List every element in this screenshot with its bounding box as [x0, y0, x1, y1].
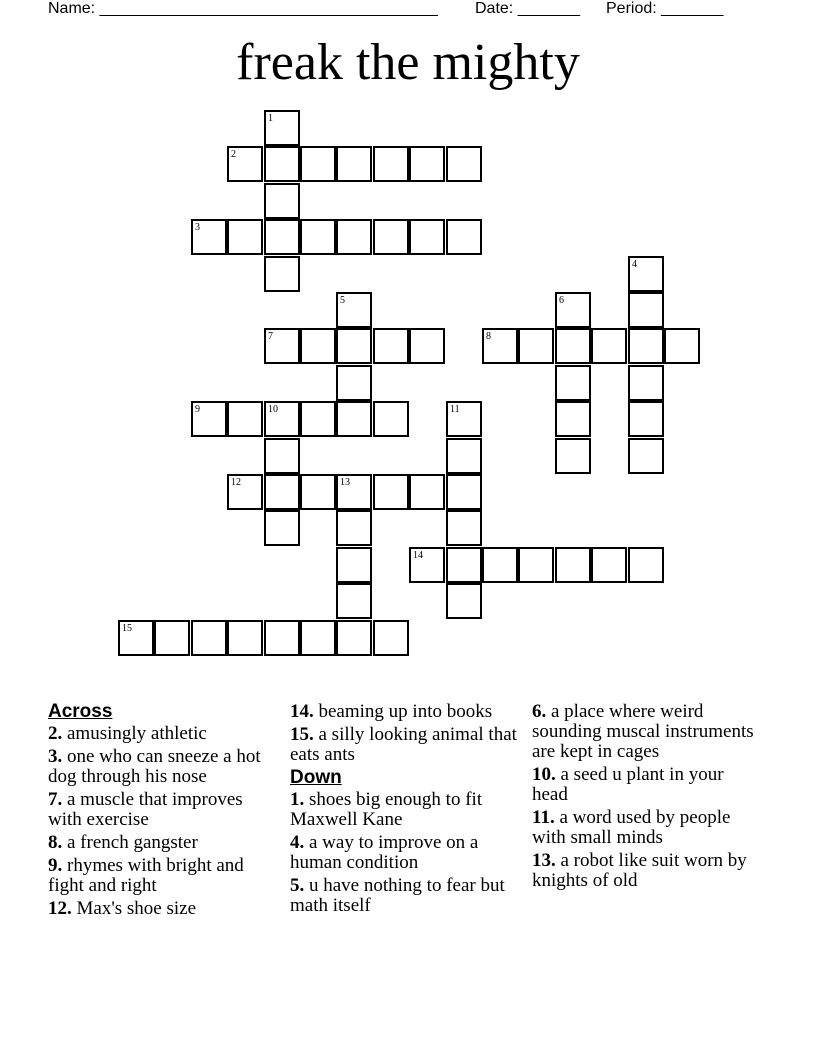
clue-number-label: 5	[340, 295, 345, 306]
crossword-cell[interactable]	[555, 547, 591, 583]
across-heading: Across	[48, 701, 113, 722]
clue-number-label: 4	[632, 259, 637, 270]
crossword-cell[interactable]	[409, 219, 445, 255]
clue-down-11: 11. a word used by people with small minds	[532, 807, 731, 848]
crossword-cell[interactable]	[264, 219, 300, 255]
crossword-cell[interactable]	[628, 401, 664, 437]
crossword-cell[interactable]	[264, 474, 300, 510]
crossword-cell[interactable]	[628, 256, 664, 292]
clues-column-3	[532, 702, 764, 894]
clue-across-8: 8. a french gangster	[48, 832, 198, 853]
crossword-cell[interactable]	[446, 401, 482, 437]
crossword-cell[interactable]	[336, 620, 372, 656]
clue-down-13: 13. a robot like suit worn by knights of old	[532, 850, 747, 891]
clue-down-4: 4. a way to improve on a human condition	[290, 832, 479, 873]
crossword-cell[interactable]	[264, 146, 300, 182]
clue-number-label: 15	[122, 623, 132, 634]
crossword-cell[interactable]	[628, 438, 664, 474]
crossword-cell[interactable]	[628, 547, 664, 583]
crossword-cell[interactable]	[336, 328, 372, 364]
crossword-cell[interactable]	[154, 620, 190, 656]
crossword-cell[interactable]	[373, 146, 409, 182]
crossword-cell[interactable]	[446, 547, 482, 583]
clue-number-label: 11	[450, 404, 460, 415]
crossword-cell[interactable]	[336, 219, 372, 255]
crossword-cell[interactable]	[227, 146, 263, 182]
crossword-cell[interactable]	[191, 219, 227, 255]
puzzle-title: freak the mighty	[236, 34, 580, 91]
date-field-label[interactable]: Date: _______	[475, 0, 580, 17]
crossword-cell[interactable]	[264, 183, 300, 219]
crossword-cell[interactable]	[264, 256, 300, 292]
crossword-cell[interactable]	[264, 110, 300, 146]
crossword-cell[interactable]	[591, 547, 627, 583]
crossword-cell[interactable]	[227, 401, 263, 437]
clue-across-3: 3. one who can sneeze a hot dog through his nose	[48, 746, 261, 787]
crossword-cell[interactable]	[555, 328, 591, 364]
crossword-cell[interactable]	[264, 510, 300, 546]
clue-number-label: 12	[231, 477, 241, 488]
crossword-cell[interactable]	[664, 328, 700, 364]
crossword-cell[interactable]	[336, 292, 372, 328]
crossword-cell[interactable]	[482, 547, 518, 583]
crossword-cell[interactable]	[264, 438, 300, 474]
crossword-cell[interactable]	[409, 328, 445, 364]
crossword-cell[interactable]	[446, 219, 482, 255]
crossword-cell[interactable]	[336, 401, 372, 437]
crossword-cell[interactable]	[518, 328, 554, 364]
clue-number-label: 6	[559, 295, 564, 306]
crossword-cell[interactable]	[409, 547, 445, 583]
crossword-cell[interactable]	[118, 620, 154, 656]
crossword-cell[interactable]	[628, 365, 664, 401]
clue-number-label: 2	[231, 149, 236, 160]
crossword-cell[interactable]	[227, 620, 263, 656]
crossword-cell[interactable]	[628, 328, 664, 364]
crossword-cell[interactable]	[482, 328, 518, 364]
clue-number-label: 7	[268, 331, 273, 342]
clue-down-10: 10. a seed u plant in your head	[532, 764, 724, 805]
crossword-cell[interactable]	[409, 474, 445, 510]
crossword-cell[interactable]	[555, 438, 591, 474]
crossword-cell[interactable]	[264, 620, 300, 656]
crossword-cell[interactable]	[336, 365, 372, 401]
clue-number-label: 13	[340, 477, 350, 488]
crossword-cell[interactable]	[446, 510, 482, 546]
clue-down-6: 6. a place where weird sounding muscal instruments are kept in cages	[532, 701, 754, 762]
clues-column-2	[290, 702, 522, 919]
clue-number-label: 1	[268, 113, 273, 124]
clues-column-1	[48, 702, 280, 922]
crossword-cell[interactable]	[628, 292, 664, 328]
crossword-cell[interactable]	[336, 146, 372, 182]
clue-number-label: 3	[195, 222, 200, 233]
crossword-cell[interactable]	[555, 292, 591, 328]
crossword-cell[interactable]	[446, 438, 482, 474]
crossword-cell[interactable]	[300, 401, 336, 437]
crossword-cell[interactable]	[227, 219, 263, 255]
down-heading: Down	[290, 767, 342, 788]
clue-across-14: 14. beaming up into books	[290, 701, 493, 722]
crossword-cell[interactable]	[555, 365, 591, 401]
crossword-cell[interactable]	[191, 620, 227, 656]
crossword-cell[interactable]	[336, 510, 372, 546]
name-field-label[interactable]: Name: ______________________________________	[48, 0, 438, 17]
crossword-cell[interactable]	[227, 474, 263, 510]
crossword-cell[interactable]	[300, 219, 336, 255]
period-field-label[interactable]: Period: _______	[606, 0, 724, 17]
crossword-cell[interactable]	[264, 328, 300, 364]
crossword-cell[interactable]	[373, 401, 409, 437]
clue-across-9: 9. rhymes with bright and fight and right	[48, 855, 244, 896]
crossword-cell[interactable]	[373, 474, 409, 510]
crossword-cell[interactable]	[446, 474, 482, 510]
crossword-cell[interactable]	[518, 547, 554, 583]
clue-across-7: 7. a muscle that improves with exercise	[48, 789, 243, 830]
crossword-cell[interactable]	[336, 583, 372, 619]
crossword-cell[interactable]	[300, 620, 336, 656]
crossword-cell[interactable]	[446, 583, 482, 619]
crossword-cell[interactable]	[409, 146, 445, 182]
clue-down-5: 5. u have nothing to fear but math itself	[290, 875, 505, 916]
crossword-cell[interactable]	[336, 474, 372, 510]
crossword-cell[interactable]	[300, 328, 336, 364]
crossword-cell[interactable]	[373, 328, 409, 364]
crossword-cell[interactable]	[555, 401, 591, 437]
clue-across-15: 15. a silly looking animal that eats ants	[290, 724, 517, 765]
clue-across-2: 2. amusingly athletic	[48, 723, 207, 744]
clue-across-12: 12. Max's shoe size	[48, 898, 197, 919]
crossword-cell[interactable]	[446, 146, 482, 182]
crossword-cell[interactable]	[264, 401, 300, 437]
clue-number-label: 9	[195, 404, 200, 415]
clue-number-label: 14	[413, 550, 423, 561]
crossword-cell[interactable]	[591, 328, 627, 364]
crossword-cell[interactable]	[300, 146, 336, 182]
clue-number-label: 8	[486, 331, 491, 342]
clue-down-1: 1. shoes big enough to fit Maxwell Kane	[290, 789, 483, 830]
crossword-cell[interactable]	[191, 401, 227, 437]
crossword-cell[interactable]	[300, 474, 336, 510]
crossword-cell[interactable]	[373, 219, 409, 255]
crossword-cell[interactable]	[373, 620, 409, 656]
crossword-cell[interactable]	[336, 547, 372, 583]
clue-number-label: 10	[268, 404, 278, 415]
